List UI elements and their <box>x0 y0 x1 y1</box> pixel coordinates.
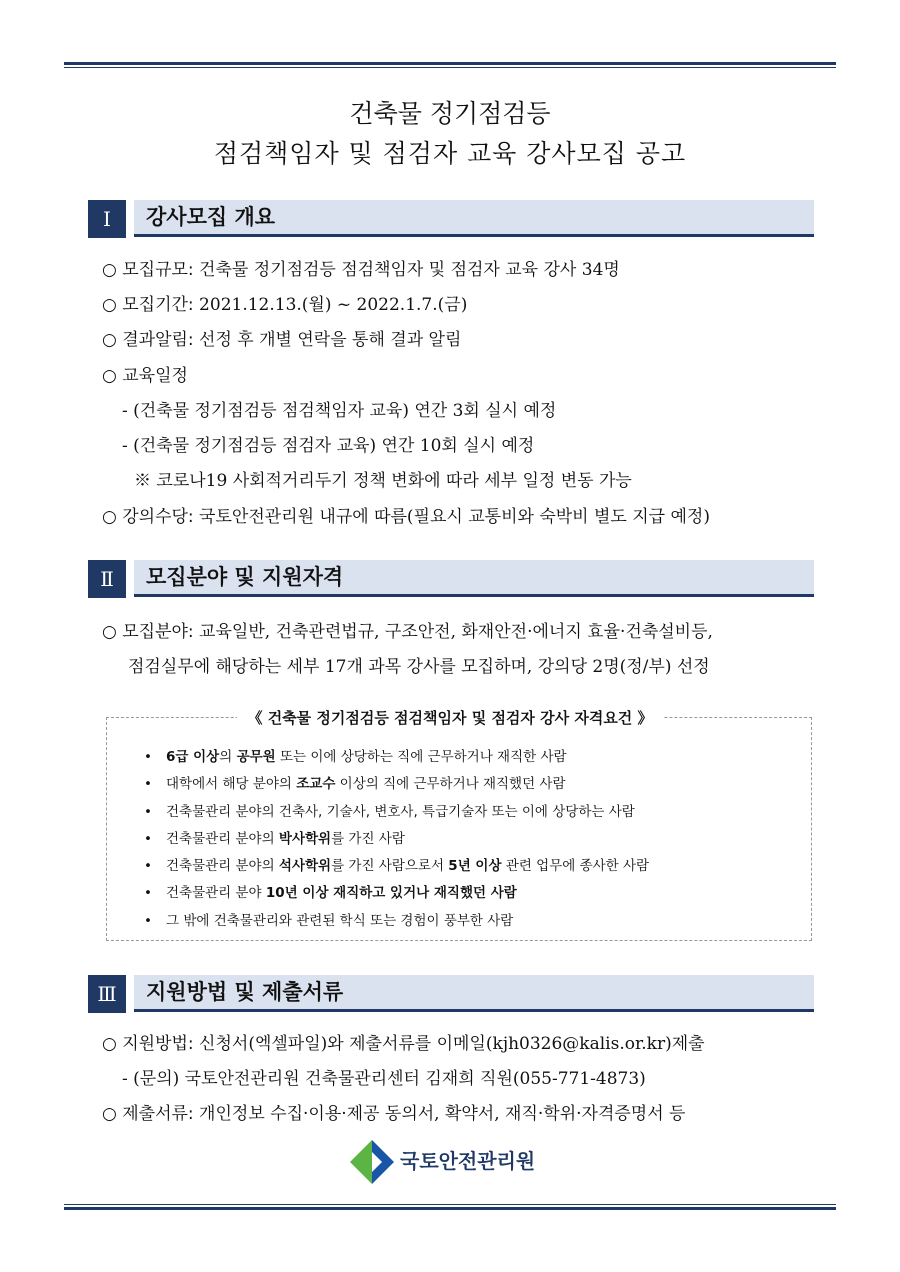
item-label: ○ 모집기간: <box>102 295 194 315</box>
qualification-item: • 그 밖에 건축물관리와 관련된 학식 또는 경험이 풍부한 사람 <box>140 910 649 937</box>
item-label: ○ 제출서류: <box>102 1104 194 1124</box>
item-label: ○ 모집규모: <box>102 260 194 280</box>
item-label: ○ 강의수당: <box>102 507 194 527</box>
item-lecture-fee <box>102 505 710 529</box>
top-rule <box>64 62 836 68</box>
bottom-rule <box>64 1204 836 1210</box>
item-label: ○ 모집분야: <box>102 622 194 642</box>
section-3-number: Ⅲ <box>88 975 126 1013</box>
section-1-title: 강사모집 개요 <box>134 200 814 237</box>
section-2-header <box>88 560 814 598</box>
item-label: ○ 지원방법: <box>102 1034 194 1054</box>
item-recruit-period <box>102 293 467 317</box>
section-3-title: 지원방법 및 제출서류 <box>134 975 814 1012</box>
qualification-item: • 건축물관리 분야의 건축사, 기술사, 변호사, 특급기술자 또는 이에 상당하는 사람 <box>140 801 649 828</box>
doc-title-line2: 점검책임자 및 점검자 교육 강사모집 공고 <box>213 139 687 168</box>
item-text: 교육일반, 건축관련법규, 구조안전, 화재안전·에너지 효율·건축설비등, <box>193 622 713 642</box>
kalis-logo <box>350 1138 560 1186</box>
section-3-header <box>88 975 814 1013</box>
item-text: 선정 후 개별 연락을 통해 결과 알림 <box>193 330 462 350</box>
item-text: 개인정보 수집·이용·제공 동의서, 확약서, 재직·학위·자격증명서 등 <box>193 1104 686 1124</box>
kalis-logo-text: 국토안전관리원 <box>400 1149 536 1173</box>
qualification-item: • 6급 이상의 공무원 또는 이에 상당하는 직에 근무하거나 재직한 사람 <box>140 746 649 773</box>
schedule-sub-2: - (건축물 정기점검등 점검자 교육) 연간 10회 실시 예정 <box>122 436 535 456</box>
qualification-list <box>140 746 649 937</box>
contact-line: - (문의) 국토안전관리원 건축물관리센터 김재희 직원(055-771-4873) <box>122 1069 646 1089</box>
qualification-title: 《 건축물 정기점검등 점검책임자 및 점검자 강사 자격요건 》 <box>237 709 662 727</box>
item-label: ○ 교육일정 <box>102 366 188 386</box>
item-submit-docs <box>102 1102 685 1126</box>
qualification-item: • 건축물관리 분야 10년 이상 재직하고 있거나 재직했던 사람 <box>140 882 649 909</box>
qualification-item: • 대학에서 해당 분야의 조교수 이상의 직에 근무하거나 재직했던 사람 <box>140 773 649 800</box>
item-recruit-scale <box>102 258 620 282</box>
item-edu-schedule <box>102 364 188 388</box>
section-2-number: Ⅱ <box>88 560 126 598</box>
qualification-item: • 건축물관리 분야의 석사학위를 가진 사람으로서 5년 이상 관련 업무에 종사한 사람 <box>140 855 649 882</box>
schedule-note: ※ 코로나19 사회적거리두기 정책 변화에 따라 세부 일정 변동 가능 <box>134 471 632 491</box>
item-result-notice <box>102 328 461 352</box>
item-text: 건축물 정기점검등 점검책임자 및 점검자 교육 강사 34명 <box>193 260 620 280</box>
doc-title-line1: 건축물 정기점검등 <box>349 99 551 128</box>
qualification-title-wrap <box>0 707 900 729</box>
qualification-item: • 건축물관리 분야의 박사학위를 가진 사람 <box>140 828 649 855</box>
kalis-logo-icon <box>350 1138 396 1186</box>
item-recruit-field <box>102 620 713 644</box>
item-text: 국토안전관리원 내규에 따름(필요시 교통비와 숙박비 별도 지급 예정) <box>193 507 710 527</box>
section-2-title: 모집분야 및 지원자격 <box>134 560 814 597</box>
item-text: 2021.12.13.(월) ~ 2022.1.7.(금) <box>193 295 468 315</box>
item-apply-method <box>102 1032 705 1056</box>
item-text: 신청서(엑셀파일)와 제출서류를 이메일(kjh0326@kalis.or.kr)제출 <box>193 1034 705 1054</box>
section-1-number: Ⅰ <box>88 200 126 238</box>
recruit-field-cont: 점검실무에 해당하는 세부 17개 과목 강사를 모집하며, 강의당 2명(정/부) 선정 <box>128 657 710 677</box>
section-1-header <box>88 200 814 238</box>
schedule-sub-1: - (건축물 정기점검등 점검책임자 교육) 연간 3회 실시 예정 <box>122 401 557 421</box>
item-label: ○ 결과알림: <box>102 330 194 350</box>
